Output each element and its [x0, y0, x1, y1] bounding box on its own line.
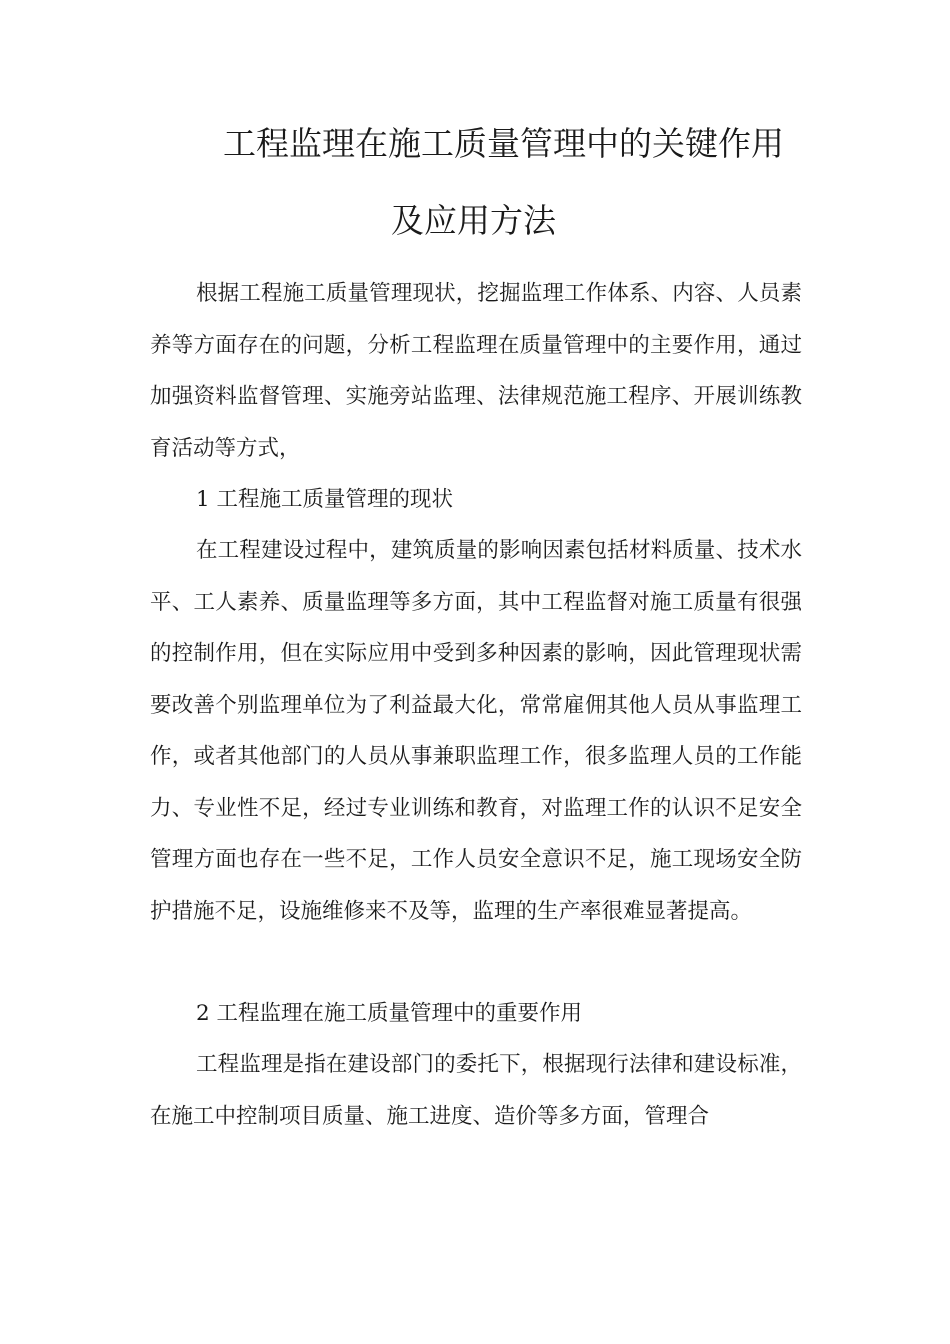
abstract-paragraph: 根据工程施工质量管理现状，挖掘监理工作体系、内容、人员素养等方面存在的问题，分析工程监理在质量管理中的主要作用，通过加强资料监督管理、实施旁站监理、法律规范施工程序、开展训练教育活动等方式， [150, 281, 802, 461]
section-1-heading: 1 工程施工质量管理的现状 [196, 487, 454, 512]
section-2-heading: 2 工程监理在施工质量管理中的重要作用 [196, 1001, 583, 1026]
document-title-line-2: 及应用方法 [391, 201, 556, 240]
section-2-paragraph: 工程监理是指在建设部门的委托下，根据现行法律和建设标准，在施工中控制项目质量、施工进度、造价等多方面，管理合 [150, 1052, 802, 1129]
section-1-paragraph: 在工程建设过程中，建筑质量的影响因素包括材料质量、技术水平、工人素养、质量监理等多方面，其中工程监督对施工质量有很强的控制作用，但在实际应用中受到多种因素的影响，因此管理现状需要改善个别监理单位为了利益最大化，常常雇佣其他人员从事监理工作，或者其他部门的人员从事兼职监理工作，很多监理人员的工作能力、专业性不足，经过专业训练和教育，对监理工作的认识不足安全管理方面也存在一些不足，工作人员安全意识不足，施工现场安全防护措施不足，设施维修来不及等，监理的生产率很难显著提高。 [150, 538, 802, 924]
document-title-line-1: 工程监理在施工质量管理中的关键作用 [223, 124, 784, 163]
